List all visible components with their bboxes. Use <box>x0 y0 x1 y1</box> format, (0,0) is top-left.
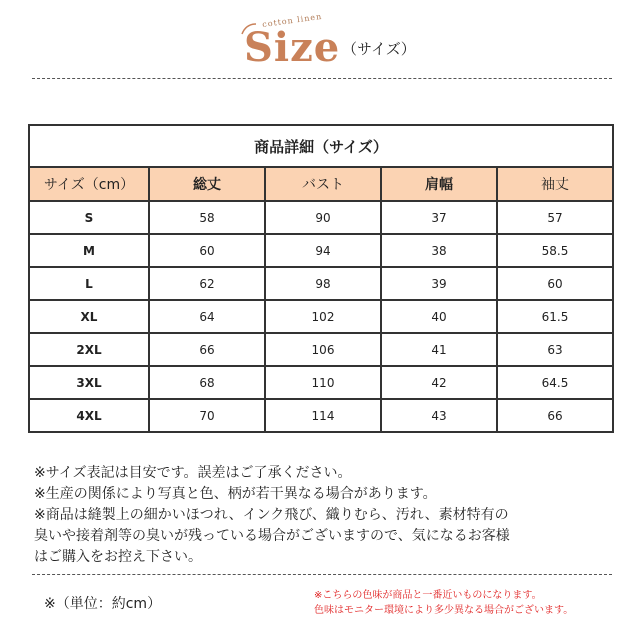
length-cell: 66 <box>149 333 265 366</box>
size-label: M <box>29 234 149 267</box>
bust-cell: 102 <box>265 300 381 333</box>
col-header-bust: バスト <box>265 167 381 201</box>
sleeve-cell: 60 <box>497 267 613 300</box>
bust-cell: 90 <box>265 201 381 234</box>
length-cell: 60 <box>149 234 265 267</box>
divider-top <box>32 78 612 79</box>
table-row <box>29 234 613 267</box>
logo-title: Size <box>244 24 341 71</box>
shoulder-cell: 43 <box>381 399 497 432</box>
sleeve-cell: 63 <box>497 333 613 366</box>
bust-cell: 114 <box>265 399 381 432</box>
size-table <box>28 124 614 433</box>
table-header-row <box>29 167 613 201</box>
shoulder-cell: 41 <box>381 333 497 366</box>
col-header-shoulder: 肩幅 <box>381 167 497 201</box>
length-cell: 58 <box>149 201 265 234</box>
logo-subtitle: （サイズ） <box>342 40 416 58</box>
sleeve-cell: 61.5 <box>497 300 613 333</box>
note-line: はご購入をお控え下さい。 <box>34 549 202 565</box>
size-label: 4XL <box>29 399 149 432</box>
size-label: L <box>29 267 149 300</box>
table-row <box>29 366 613 399</box>
sleeve-cell: 64.5 <box>497 366 613 399</box>
notes-block <box>34 463 624 568</box>
note-line: 臭いや接着剤等の臭いが残っている場合がございますので、気になるお客様 <box>34 528 510 544</box>
sleeve-cell: 66 <box>497 399 613 432</box>
bust-cell: 98 <box>265 267 381 300</box>
shoulder-cell: 37 <box>381 201 497 234</box>
col-header-size: サイズ（cm） <box>29 167 149 201</box>
note-line: ※サイズ表記は目安です。誤差はご了承ください。 <box>34 465 352 481</box>
shoulder-cell: 38 <box>381 234 497 267</box>
length-cell: 70 <box>149 399 265 432</box>
sleeve-cell: 58.5 <box>497 234 613 267</box>
table-row <box>29 333 613 366</box>
col-header-length: 総丈 <box>149 167 265 201</box>
table-row <box>29 267 613 300</box>
note-line: ※商品は縫製上の細かいほつれ、インク飛び、織りむら、汚れ、素材特有の <box>34 507 509 523</box>
logo-tagline: cotton linen <box>261 11 323 30</box>
size-label: 2XL <box>29 333 149 366</box>
table-row <box>29 300 613 333</box>
length-cell: 62 <box>149 267 265 300</box>
table-row <box>29 201 613 234</box>
table-title: 商品詳細（サイズ） <box>29 125 613 167</box>
color-disclaimer <box>314 588 573 618</box>
unit-note: ※（単位：約cm） <box>44 596 162 612</box>
divider-bottom <box>32 574 612 575</box>
bust-cell: 106 <box>265 333 381 366</box>
sleeve-cell: 57 <box>497 201 613 234</box>
col-header-sleeve: 袖丈 <box>497 167 613 201</box>
table-title-row <box>29 125 613 167</box>
bust-cell: 94 <box>265 234 381 267</box>
shoulder-cell: 40 <box>381 300 497 333</box>
size-label: 3XL <box>29 366 149 399</box>
table-row <box>29 399 613 432</box>
length-cell: 64 <box>149 300 265 333</box>
page-header <box>0 11 640 74</box>
shoulder-cell: 42 <box>381 366 497 399</box>
color-note-line: 色味はモニター環境により多少異なる場合がございます。 <box>314 605 574 616</box>
shoulder-cell: 39 <box>381 267 497 300</box>
bust-cell: 110 <box>265 366 381 399</box>
note-line: ※生産の関係により写真と色、柄が若干異なる場合があります。 <box>34 486 437 502</box>
length-cell: 68 <box>149 366 265 399</box>
size-label: S <box>29 201 149 234</box>
color-note-line: ※こちらの色味が商品と一番近いものになります。 <box>314 590 542 601</box>
size-label: XL <box>29 300 149 333</box>
